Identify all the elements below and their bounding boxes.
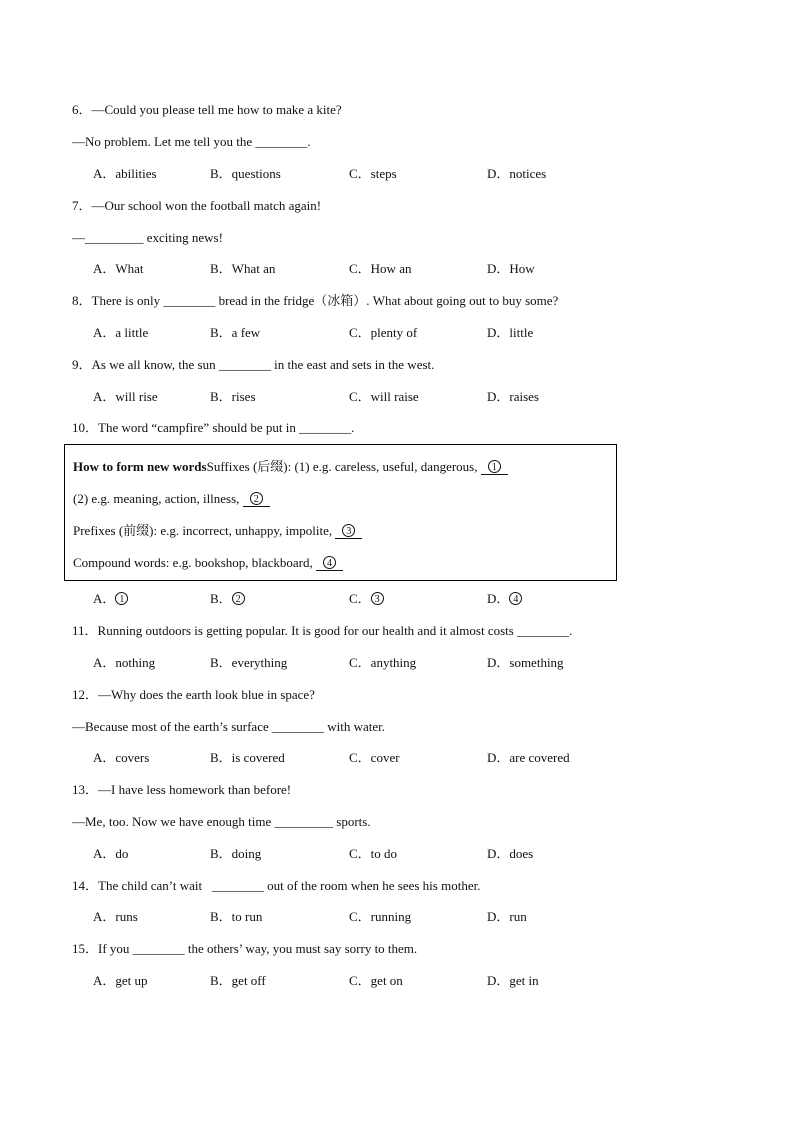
option-d[interactable]: D．run <box>487 909 527 924</box>
circled-number-1: 1 <box>115 592 128 605</box>
option-a[interactable]: A．will rise <box>93 389 158 404</box>
box-prefixes-text: Prefixes (前缀): e.g. incorrect, unhappy, impolite, <box>73 523 336 538</box>
option-c[interactable]: C．to do <box>349 846 398 861</box>
question-6-reply: —No problem. Let me tell you the ________. <box>72 134 311 149</box>
circled-number-4: 4 <box>509 592 522 605</box>
box-line-1 <box>73 459 508 475</box>
circled-number-3: 3 <box>342 524 355 537</box>
option-d[interactable] <box>487 591 522 607</box>
question-12-reply: —Because most of the earth’s surface ________ with water. <box>72 719 385 734</box>
circled-number-1: 1 <box>488 460 501 473</box>
option-c[interactable] <box>349 591 384 607</box>
option-c[interactable]: C．How an <box>349 261 412 276</box>
question-6-options <box>93 166 613 182</box>
question-9-stem: 9．As we all know, the sun ________ in the east and sets in the west. <box>72 357 435 372</box>
option-a[interactable]: A．get up <box>93 973 148 988</box>
option-c[interactable]: C．get on <box>349 973 403 988</box>
blank-1 <box>481 460 508 475</box>
option-a[interactable]: A．abilities <box>93 166 157 181</box>
question-13-reply: —Me, too. Now we have enough time _________ sports. <box>72 814 371 829</box>
option-b[interactable]: B．questions <box>210 166 281 181</box>
option-c[interactable]: C．will raise <box>349 389 419 404</box>
option-a[interactable]: A．runs <box>93 909 138 924</box>
option-c[interactable]: C．cover <box>349 750 400 765</box>
option-a[interactable] <box>93 591 128 607</box>
blank-4 <box>316 556 343 571</box>
option-d[interactable]: D．something <box>487 655 564 670</box>
question-9-options <box>93 389 613 405</box>
word-formation-box <box>64 444 617 581</box>
question-12-options <box>93 750 613 766</box>
question-7-options <box>93 261 613 277</box>
box-line-3 <box>73 523 362 539</box>
option-d[interactable]: D．How <box>487 261 535 276</box>
box-line-2 <box>73 491 270 507</box>
box-suffixes-2-text: (2) e.g. meaning, action, illness, <box>73 491 243 506</box>
option-c[interactable]: C．running <box>349 909 412 924</box>
question-7-reply: —_________ exciting news! <box>72 230 223 245</box>
question-15-options <box>93 973 613 989</box>
option-c[interactable]: C．plenty of <box>349 325 418 340</box>
question-12-stem: 12．—Why does the earth look blue in space? <box>72 687 315 702</box>
option-c[interactable]: C．steps <box>349 166 397 181</box>
option-letter: A． <box>93 591 116 606</box>
question-13-options <box>93 846 613 862</box>
question-10-options <box>93 591 613 607</box>
option-letter: C． <box>349 591 371 606</box>
option-b[interactable]: B．get off <box>210 973 266 988</box>
option-d[interactable]: D．little <box>487 325 534 340</box>
box-compound-text: Compound words: e.g. bookshop, blackboard, <box>73 555 317 570</box>
question-8-stem: 8．There is only ________ bread in the fridge（冰箱）. What about going out to buy some? <box>72 293 559 308</box>
option-b[interactable]: B．to run <box>210 909 263 924</box>
question-7-stem: 7．—Our school won the football match again! <box>72 198 322 213</box>
option-d[interactable]: D．does <box>487 846 534 861</box>
option-b[interactable]: B．everything <box>210 655 288 670</box>
question-14-options <box>93 909 613 925</box>
question-11-options <box>93 655 613 671</box>
option-a[interactable]: A．do <box>93 846 129 861</box>
box-title: How to form new words <box>73 459 207 474</box>
option-letter: B． <box>210 591 232 606</box>
blank-3 <box>335 524 362 539</box>
option-b[interactable]: B．What an <box>210 261 276 276</box>
option-a[interactable]: A．nothing <box>93 655 156 670</box>
question-15-stem: 15．If you ________ the others’ way, you must say sorry to them. <box>72 941 418 956</box>
option-a[interactable]: A．covers <box>93 750 150 765</box>
circled-number-2: 2 <box>232 592 245 605</box>
question-11-stem: 11．Running outdoors is getting popular. It is good for our health and it almost costs ________. <box>72 623 573 638</box>
option-b[interactable]: B．doing <box>210 846 262 861</box>
circled-number-3: 3 <box>371 592 384 605</box>
option-b[interactable]: B．is covered <box>210 750 285 765</box>
question-14-stem: 14．The child can’t wait ________ out of the room when he sees his mother. <box>72 878 481 893</box>
option-a[interactable]: A．a little <box>93 325 149 340</box>
option-d[interactable]: D．notices <box>487 166 547 181</box>
option-b[interactable]: B．rises <box>210 389 256 404</box>
option-d[interactable]: D．raises <box>487 389 539 404</box>
circled-number-4: 4 <box>323 556 336 569</box>
option-c[interactable]: C．anything <box>349 655 417 670</box>
box-line-4 <box>73 555 343 571</box>
blank-2 <box>243 492 270 507</box>
question-10-stem: 10．The word “campfire” should be put in ________. <box>72 420 355 435</box>
option-a[interactable]: A．What <box>93 261 144 276</box>
option-d[interactable]: D．get in <box>487 973 539 988</box>
question-8-options <box>93 325 613 341</box>
question-13-stem: 13．—I have less homework than before! <box>72 782 292 797</box>
question-6-stem: 6．—Could you please tell me how to make a kite? <box>72 102 342 117</box>
option-letter: D． <box>487 591 510 606</box>
option-b[interactable] <box>210 591 245 607</box>
option-b[interactable]: B．a few <box>210 325 261 340</box>
box-suffixes-text: Suffixes (后缀): (1) e.g. careless, useful, dangerous, <box>206 459 481 474</box>
option-d[interactable]: D．are covered <box>487 750 570 765</box>
circled-number-2: 2 <box>250 492 263 505</box>
